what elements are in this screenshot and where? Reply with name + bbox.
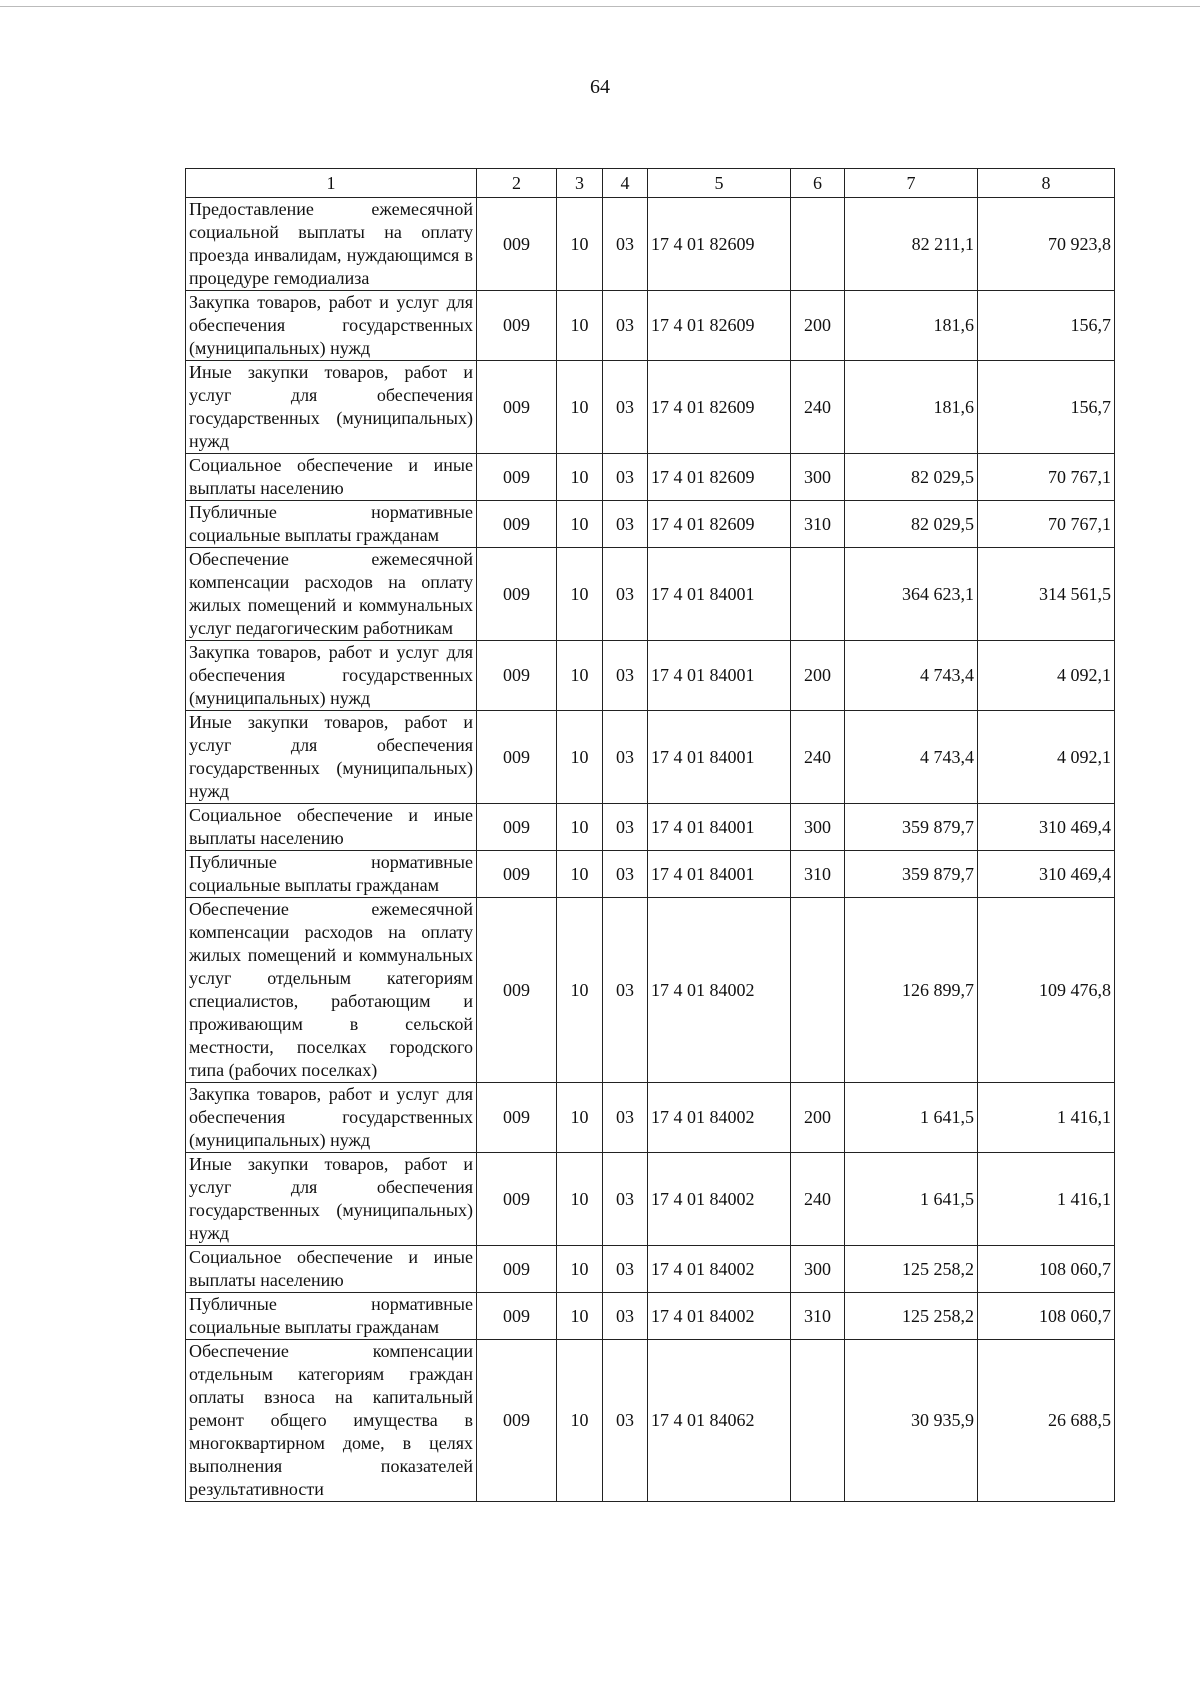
subsection-cell: 03	[603, 1246, 648, 1293]
row-name-cell: Закупка товаров, работ и услуг для обеспечения государственных (муниципальных) нужд	[186, 1083, 477, 1153]
section-cell: 10	[557, 361, 603, 454]
target-article-cell: 17 4 01 84001	[648, 641, 791, 711]
table-row	[186, 641, 1115, 711]
table-row	[186, 898, 1115, 1083]
amount-2-cell: 109 476,8	[978, 898, 1115, 1083]
grbs-cell: 009	[477, 711, 557, 804]
table-row	[186, 291, 1115, 361]
row-name-cell: Социальное обеспечение и иные выплаты населению	[186, 804, 477, 851]
header-cell: 3	[557, 169, 603, 198]
target-article-cell: 17 4 01 84002	[648, 1246, 791, 1293]
amount-2-cell: 70 767,1	[978, 501, 1115, 548]
table-row	[186, 851, 1115, 898]
expense-type-cell: 300	[791, 454, 845, 501]
header-cell: 4	[603, 169, 648, 198]
expense-type-cell: 200	[791, 1083, 845, 1153]
expense-type-cell	[791, 198, 845, 291]
row-name-cell: Публичные нормативные социальные выплаты гражданам	[186, 1293, 477, 1340]
header-cell: 2	[477, 169, 557, 198]
target-article-cell: 17 4 01 84002	[648, 1083, 791, 1153]
row-name-cell: Закупка товаров, работ и услуг для обеспечения государственных (муниципальных) нужд	[186, 291, 477, 361]
row-name-cell: Закупка товаров, работ и услуг для обеспечения государственных (муниципальных) нужд	[186, 641, 477, 711]
amount-1-cell: 359 879,7	[845, 851, 978, 898]
subsection-cell: 03	[603, 501, 648, 548]
header-cell: 6	[791, 169, 845, 198]
top-border-line	[0, 6, 1200, 7]
expense-type-cell: 200	[791, 641, 845, 711]
subsection-cell: 03	[603, 1340, 648, 1502]
amount-2-cell: 156,7	[978, 291, 1115, 361]
subsection-cell: 03	[603, 198, 648, 291]
row-name-cell: Иные закупки товаров, работ и услуг для обеспечения государственных (муниципальных) нужд	[186, 1153, 477, 1246]
amount-1-cell: 359 879,7	[845, 804, 978, 851]
subsection-cell: 03	[603, 548, 648, 641]
header-cell: 1	[186, 169, 477, 198]
header-cell: 5	[648, 169, 791, 198]
subsection-cell: 03	[603, 641, 648, 711]
subsection-cell: 03	[603, 1293, 648, 1340]
target-article-cell: 17 4 01 82609	[648, 291, 791, 361]
grbs-cell: 009	[477, 804, 557, 851]
grbs-cell: 009	[477, 501, 557, 548]
section-cell: 10	[557, 501, 603, 548]
table-row	[186, 501, 1115, 548]
row-name-cell: Предоставление ежемесячной социальной выплаты на оплату проезда инвалидам, нуждающимся в процедуре гемодиализа	[186, 198, 477, 291]
amount-2-cell: 108 060,7	[978, 1293, 1115, 1340]
section-cell: 10	[557, 711, 603, 804]
expense-type-cell: 240	[791, 361, 845, 454]
target-article-cell: 17 4 01 84001	[648, 851, 791, 898]
subsection-cell: 03	[603, 454, 648, 501]
amount-2-cell: 70 923,8	[978, 198, 1115, 291]
row-name-cell: Обеспечение ежемесячной компенсации расходов на оплату жилых помещений и коммунальных услуг отдельным категориям специалистов, работающим и проживающим в сельской местности, поселках городского типа (рабочих поселках)	[186, 898, 477, 1083]
subsection-cell: 03	[603, 291, 648, 361]
target-article-cell: 17 4 01 84002	[648, 898, 791, 1083]
header-cell: 7	[845, 169, 978, 198]
subsection-cell: 03	[603, 1153, 648, 1246]
table-row	[186, 1340, 1115, 1502]
section-cell: 10	[557, 1293, 603, 1340]
amount-1-cell: 82 029,5	[845, 501, 978, 548]
amount-1-cell: 1 641,5	[845, 1153, 978, 1246]
expense-type-cell: 310	[791, 501, 845, 548]
amount-2-cell: 314 561,5	[978, 548, 1115, 641]
amount-2-cell: 70 767,1	[978, 454, 1115, 501]
amount-2-cell: 1 416,1	[978, 1083, 1115, 1153]
row-name-cell: Социальное обеспечение и иные выплаты населению	[186, 454, 477, 501]
grbs-cell: 009	[477, 291, 557, 361]
section-cell: 10	[557, 454, 603, 501]
grbs-cell: 009	[477, 1246, 557, 1293]
grbs-cell: 009	[477, 641, 557, 711]
amount-1-cell: 82 211,1	[845, 198, 978, 291]
row-name-cell: Обеспечение ежемесячной компенсации расходов на оплату жилых помещений и коммунальных услуг педагогическим работникам	[186, 548, 477, 641]
grbs-cell: 009	[477, 1340, 557, 1502]
table-row	[186, 711, 1115, 804]
section-cell: 10	[557, 851, 603, 898]
table-row	[186, 1083, 1115, 1153]
table-row	[186, 804, 1115, 851]
target-article-cell: 17 4 01 84002	[648, 1293, 791, 1340]
section-cell: 10	[557, 804, 603, 851]
grbs-cell: 009	[477, 198, 557, 291]
table-row	[186, 198, 1115, 291]
row-name-cell: Публичные нормативные социальные выплаты гражданам	[186, 851, 477, 898]
section-cell: 10	[557, 1340, 603, 1502]
amount-2-cell: 156,7	[978, 361, 1115, 454]
amount-1-cell: 126 899,7	[845, 898, 978, 1083]
grbs-cell: 009	[477, 1083, 557, 1153]
grbs-cell: 009	[477, 454, 557, 501]
amount-1-cell: 364 623,1	[845, 548, 978, 641]
grbs-cell: 009	[477, 361, 557, 454]
amount-1-cell: 181,6	[845, 291, 978, 361]
table-row	[186, 1293, 1115, 1340]
grbs-cell: 009	[477, 1293, 557, 1340]
grbs-cell: 009	[477, 1153, 557, 1246]
section-cell: 10	[557, 641, 603, 711]
section-cell: 10	[557, 1153, 603, 1246]
subsection-cell: 03	[603, 711, 648, 804]
table-row	[186, 1153, 1115, 1246]
row-name-cell: Обеспечение компенсации отдельным категориям граждан оплаты взноса на капитальный ремонт общего имущества в многоквартирном доме, в целях выполнения показателей результативности	[186, 1340, 477, 1502]
grbs-cell: 009	[477, 898, 557, 1083]
amount-1-cell: 125 258,2	[845, 1293, 978, 1340]
row-name-cell: Иные закупки товаров, работ и услуг для обеспечения государственных (муниципальных) нужд	[186, 711, 477, 804]
amount-2-cell: 108 060,7	[978, 1246, 1115, 1293]
expense-type-cell: 310	[791, 1293, 845, 1340]
amount-2-cell: 26 688,5	[978, 1340, 1115, 1502]
section-cell: 10	[557, 1246, 603, 1293]
amount-1-cell: 181,6	[845, 361, 978, 454]
table-row	[186, 548, 1115, 641]
section-cell: 10	[557, 198, 603, 291]
amount-1-cell: 82 029,5	[845, 454, 978, 501]
amount-1-cell: 30 935,9	[845, 1340, 978, 1502]
subsection-cell: 03	[603, 851, 648, 898]
section-cell: 10	[557, 548, 603, 641]
target-article-cell: 17 4 01 82609	[648, 501, 791, 548]
amount-1-cell: 125 258,2	[845, 1246, 978, 1293]
expense-type-cell: 310	[791, 851, 845, 898]
amount-1-cell: 4 743,4	[845, 711, 978, 804]
subsection-cell: 03	[603, 804, 648, 851]
section-cell: 10	[557, 1083, 603, 1153]
table-header-row	[186, 169, 1115, 198]
target-article-cell: 17 4 01 84001	[648, 804, 791, 851]
expense-type-cell	[791, 898, 845, 1083]
grbs-cell: 009	[477, 548, 557, 641]
row-name-cell: Публичные нормативные социальные выплаты гражданам	[186, 501, 477, 548]
target-article-cell: 17 4 01 82609	[648, 198, 791, 291]
target-article-cell: 17 4 01 84002	[648, 1153, 791, 1246]
target-article-cell: 17 4 01 84062	[648, 1340, 791, 1502]
row-name-cell: Иные закупки товаров, работ и услуг для обеспечения государственных (муниципальных) нужд	[186, 361, 477, 454]
budget-table	[185, 168, 1115, 1502]
grbs-cell: 009	[477, 851, 557, 898]
target-article-cell: 17 4 01 84001	[648, 548, 791, 641]
section-cell: 10	[557, 898, 603, 1083]
expense-type-cell: 200	[791, 291, 845, 361]
expense-type-cell: 240	[791, 1153, 845, 1246]
header-cell: 8	[978, 169, 1115, 198]
amount-2-cell: 310 469,4	[978, 851, 1115, 898]
table-row	[186, 454, 1115, 501]
expense-type-cell: 300	[791, 1246, 845, 1293]
amount-2-cell: 310 469,4	[978, 804, 1115, 851]
amount-2-cell: 4 092,1	[978, 711, 1115, 804]
target-article-cell: 17 4 01 84001	[648, 711, 791, 804]
amount-2-cell: 1 416,1	[978, 1153, 1115, 1246]
amount-2-cell: 4 092,1	[978, 641, 1115, 711]
table-row	[186, 361, 1115, 454]
section-cell: 10	[557, 291, 603, 361]
row-name-cell: Социальное обеспечение и иные выплаты населению	[186, 1246, 477, 1293]
page-number: 64	[590, 76, 610, 98]
expense-type-cell	[791, 1340, 845, 1502]
expense-type-cell	[791, 548, 845, 641]
amount-1-cell: 4 743,4	[845, 641, 978, 711]
expense-type-cell: 300	[791, 804, 845, 851]
expense-type-cell: 240	[791, 711, 845, 804]
subsection-cell: 03	[603, 898, 648, 1083]
target-article-cell: 17 4 01 82609	[648, 454, 791, 501]
target-article-cell: 17 4 01 82609	[648, 361, 791, 454]
subsection-cell: 03	[603, 1083, 648, 1153]
table-row	[186, 1246, 1115, 1293]
amount-1-cell: 1 641,5	[845, 1083, 978, 1153]
subsection-cell: 03	[603, 361, 648, 454]
